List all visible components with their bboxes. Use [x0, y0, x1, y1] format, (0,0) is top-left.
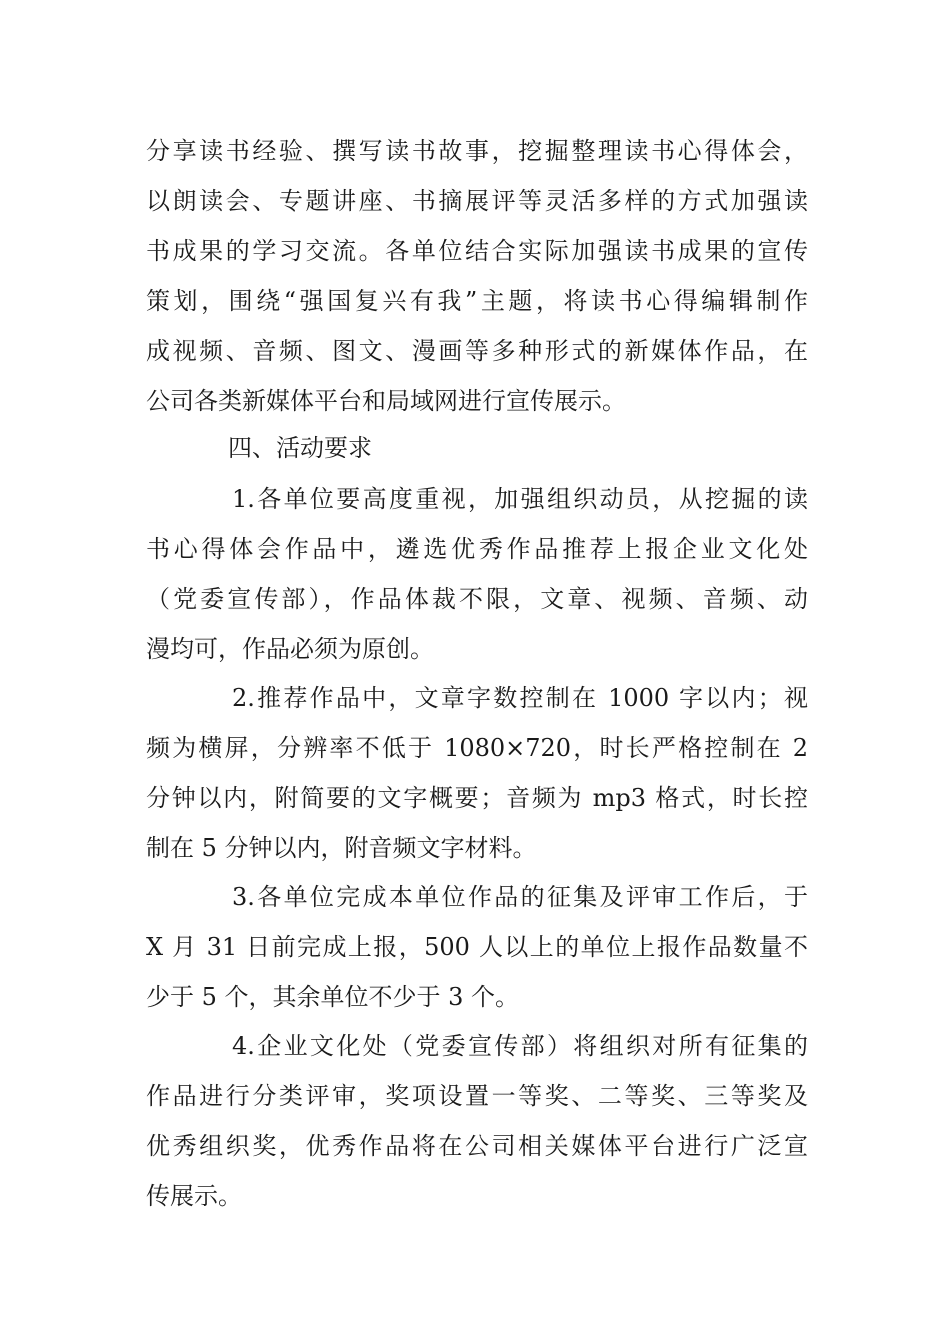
- text-line: 公司各类新媒体平台和局域网进行宣传展示。: [146, 387, 626, 415]
- text-line: X 月 31 日前完成上报，500 人以上的单位上报作品数量不: [146, 933, 808, 961]
- text-line: 漫均可，作品必须为原创。: [146, 635, 434, 663]
- text-line: 书心得体会作品中，遴选优秀作品推荐上报企业文化处: [146, 535, 808, 563]
- text-line: 分钟以内，附简要的文字概要；音频为 mp3 格式，时长控: [146, 784, 808, 812]
- text-line: 作品进行分类评审，奖项设置一等奖、二等奖、三等奖及: [146, 1082, 808, 1110]
- text-line: 策划，围绕“强国复兴有我”主题，将读书心得编辑制作: [146, 287, 808, 315]
- text-line: 频为横屏，分辨率不低于 1080×720，时长严格控制在 2: [146, 734, 808, 762]
- text-line: 以朗读会、专题讲座、书摘展评等灵活多样的方式加强读: [146, 187, 808, 215]
- text-line: 制在 5 分钟以内，附音频文字材料。: [146, 834, 537, 862]
- text-line: 优秀组织奖，优秀作品将在公司相关媒体平台进行广泛宣: [146, 1132, 808, 1160]
- text-line: 3.各单位完成本单位作品的征集及评审工作后，于: [232, 883, 808, 911]
- text-line: 少于 5 个，其余单位不少于 3 个。: [146, 983, 520, 1011]
- text-line: 成视频、音频、图文、漫画等多种形式的新媒体作品，在: [146, 337, 808, 365]
- text-line: 4.企业文化处（党委宣传部）将组织对所有征集的: [232, 1032, 808, 1060]
- text-line: 书成果的学习交流。各单位结合实际加强读书成果的宣传: [146, 237, 808, 265]
- text-line: 2.推荐作品中，文章字数控制在 1000 字以内；视: [232, 684, 808, 712]
- text-line: 1.各单位要高度重视，加强组织动员，从挖掘的读: [232, 485, 808, 513]
- text-line: 传展示。: [146, 1182, 242, 1210]
- text-line: （党委宣传部），作品体裁不限，文章、视频、音频、动: [146, 585, 808, 613]
- section-heading: 四、活动要求: [228, 434, 372, 462]
- text-line: 分享读书经验、撰写读书故事，挖掘整理读书心得体会，: [146, 137, 808, 165]
